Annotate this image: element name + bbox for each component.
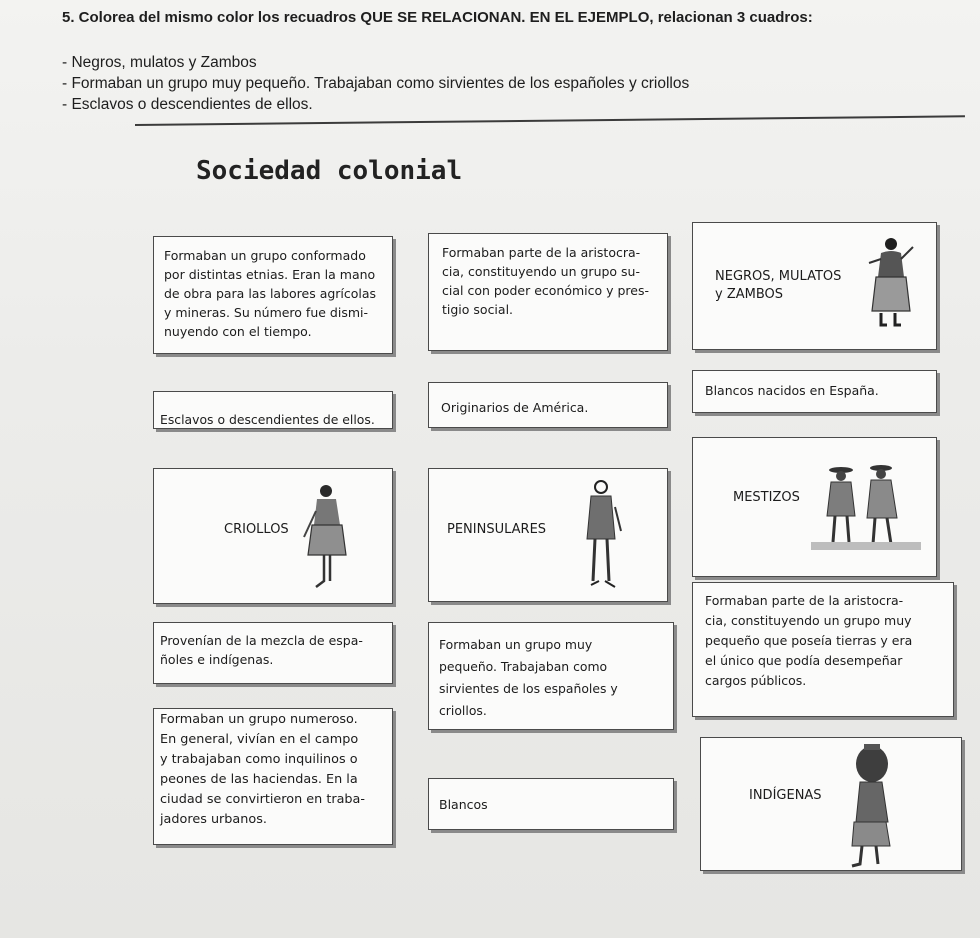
card-mestizos[interactable] bbox=[692, 437, 937, 577]
card-text-line: sirvientes de los españoles y bbox=[439, 681, 618, 696]
mestizo-men-figures-icon bbox=[811, 456, 931, 556]
card-esclavos[interactable] bbox=[153, 391, 393, 429]
card-negros-mulatos-zambos[interactable] bbox=[692, 222, 937, 350]
card-criollos[interactable] bbox=[153, 468, 393, 604]
card-text-line: Esclavos o descendientes de ellos. bbox=[160, 412, 375, 427]
example-line: - Negros, mulatos y Zambos bbox=[62, 54, 257, 71]
card-blancos[interactable] bbox=[428, 778, 674, 830]
divider-line bbox=[135, 115, 965, 126]
card-text-line: peones de las haciendas. En la bbox=[160, 772, 358, 787]
card-originarios-america[interactable] bbox=[428, 382, 668, 428]
card-blancos-espana[interactable] bbox=[692, 370, 937, 413]
enslaved-woman-figure-icon bbox=[863, 233, 919, 333]
card-text-line: Formaban un grupo conformado bbox=[164, 248, 366, 263]
card-text-line: Provenían de la mezcla de espa- bbox=[160, 633, 363, 648]
card-text-line: Blancos nacidos en España. bbox=[705, 383, 879, 398]
card-indigenas[interactable] bbox=[700, 737, 962, 871]
card-mezcla-espanoles-indigenas[interactable] bbox=[153, 622, 393, 684]
card-text-line: jadores urbanos. bbox=[160, 812, 267, 827]
card-label: PENINSULARES bbox=[447, 522, 547, 537]
card-text-line: Formaban un grupo muy bbox=[439, 637, 593, 652]
card-text-line: por distintas etnias. Eran la mano bbox=[164, 267, 376, 282]
example-line: - Formaban un grupo muy pequeño. Trabajaban como sirvientes de los españoles y criollos bbox=[62, 75, 690, 92]
card-sirvientes[interactable] bbox=[428, 622, 674, 730]
card-text-line: y mineras. Su número fue dismi- bbox=[164, 305, 368, 320]
card-label: NEGROS, MULATOS bbox=[715, 269, 842, 284]
card-text-line: tigio social. bbox=[442, 302, 514, 317]
card-text-line: Blancos bbox=[439, 797, 488, 812]
card-text-line: cia, constituyendo un grupo muy bbox=[705, 613, 912, 628]
card-label: CRIOLLOS bbox=[224, 522, 289, 537]
card-text-line: pequeño. Trabajaban como bbox=[439, 659, 608, 674]
indigenous-woman-carrying-jar-icon bbox=[836, 742, 906, 868]
card-text-line: nuyendo con el tiempo. bbox=[164, 324, 312, 339]
peninsular-man-figure-icon bbox=[579, 477, 625, 595]
worksheet-title: Sociedad colonial bbox=[196, 156, 463, 186]
card-text-line: En general, vivían en el campo bbox=[160, 732, 359, 747]
card-text-line: ciudad se convirtieron en traba- bbox=[160, 792, 366, 807]
card-text-line: cia, constituyendo un grupo su- bbox=[442, 264, 640, 279]
criollo-woman-figure-icon bbox=[302, 481, 352, 591]
example-line: - Esclavos o descendientes de ellos. bbox=[62, 96, 313, 113]
card-label: MESTIZOS bbox=[733, 490, 800, 505]
card-text-line: Formaban un grupo numeroso. bbox=[160, 712, 358, 727]
card-labor-etnias[interactable] bbox=[153, 236, 393, 354]
card-text-line: cargos públicos. bbox=[705, 673, 807, 688]
card-text-line: pequeño que poseía tierras y era bbox=[705, 633, 913, 648]
card-label: INDÍGENAS bbox=[749, 788, 822, 803]
activity-header: 5. Colorea del mismo color los recuadros QUE SE RELACIONAN. EN EL EJEMPLO, relacionan 3 cuadros: bbox=[62, 9, 813, 26]
card-text-line: el único que podía desempeñar bbox=[705, 653, 903, 668]
card-label: y ZAMBOS bbox=[715, 287, 784, 302]
card-text-line: Originarios de América. bbox=[441, 400, 589, 415]
card-text-line: ñoles e indígenas. bbox=[160, 652, 274, 667]
card-aristocracia-tierras[interactable] bbox=[692, 582, 954, 717]
card-text-line: criollos. bbox=[439, 703, 487, 718]
card-text-line: Formaban parte de la aristocra- bbox=[442, 245, 641, 260]
card-text-line: cial con poder económico y pres- bbox=[442, 283, 649, 298]
card-peninsulares[interactable] bbox=[428, 468, 668, 602]
card-grupo-numeroso[interactable] bbox=[153, 708, 393, 845]
card-text-line: Formaban parte de la aristocra- bbox=[705, 593, 904, 608]
card-text-line: de obra para las labores agrícolas bbox=[164, 286, 377, 301]
card-aristocracia-social[interactable] bbox=[428, 233, 668, 351]
card-text-line: y trabajaban como inquilinos o bbox=[160, 752, 358, 767]
